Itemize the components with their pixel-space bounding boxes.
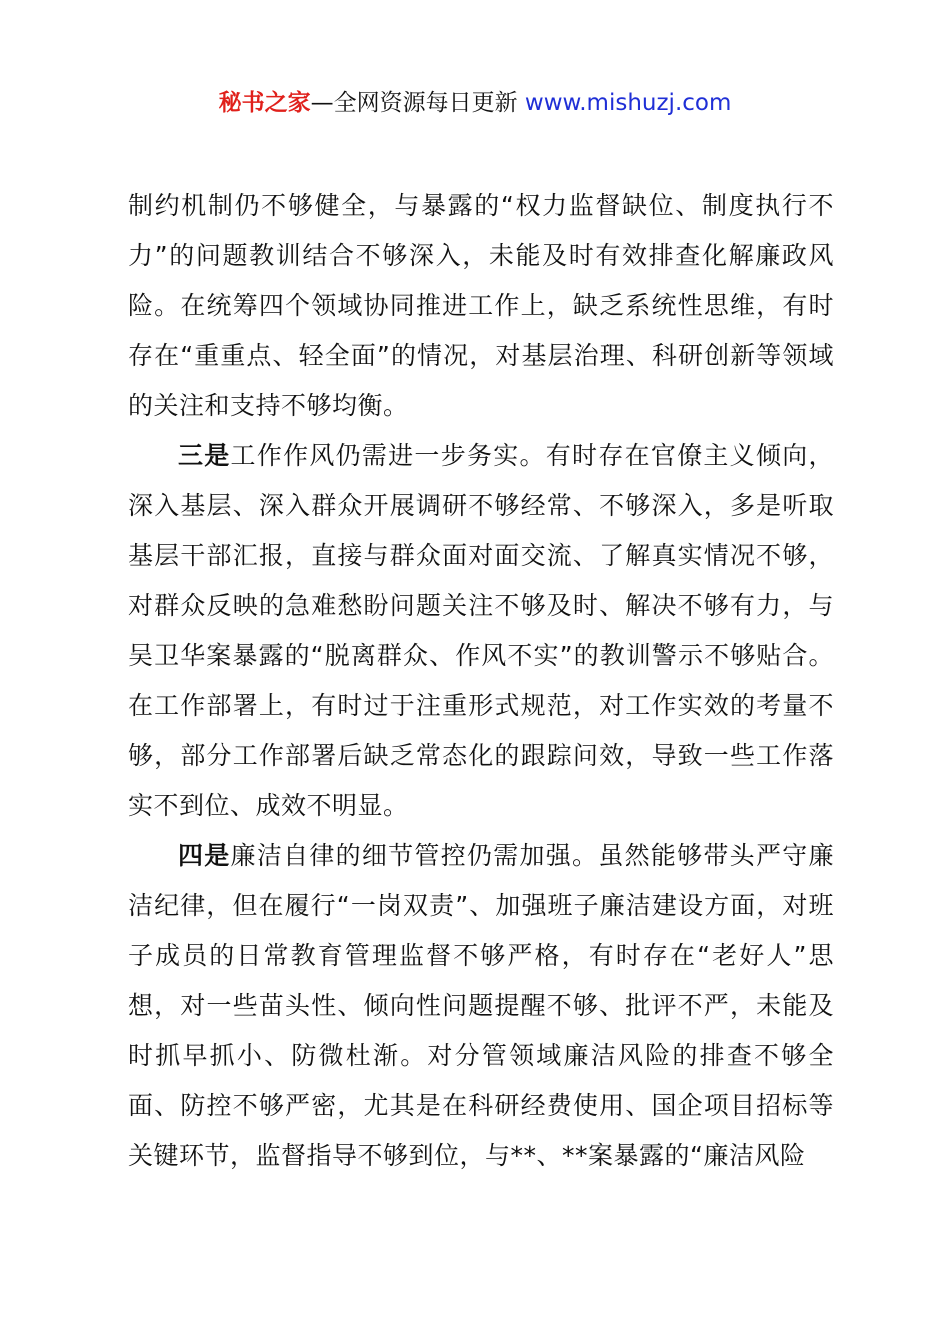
page-header [0, 86, 950, 120]
header-slogan: —全网资源每日更新 [310, 90, 518, 116]
paragraph-lead: 四是 [178, 841, 231, 870]
paragraph-text: 廉洁自律的细节管控仍需加强。虽然能够带头严守廉洁纪律，但在履行“一岗双责”、加强班子廉洁建设方面，对班子成员的日常教育管理监督不够严格，有时存在“老好人”思想，对一些苗头性、倾向性问题提醒不够、批评不严，未能及时抓早抓小、防微杜渐。对分管领域廉洁风险的排查不够全面、防控不够严密，尤其是在科研经费使用、国企项目招标等关键环节，监督指导不够到位，与**、**案暴露的“廉洁风险 [128, 841, 834, 1170]
paragraph-point-three [128, 431, 834, 831]
paragraph-text: 工作作风仍需进一步务实。有时存在官僚主义倾向，深入基层、深入群众开展调研不够经常、不够深入，多是听取基层干部汇报，直接与群众面对面交流、了解真实情况不够，对群众反映的急难愁盼问题关注不够及时、解决不够有力，与吴卫华案暴露的“脱离群众、作风不实”的教训警示不够贴合。在工作部署上，有时过于注重形式规范，对工作实效的考量不够，部分工作部署后缺乏常态化的跟踪问效，导致一些工作落实不到位、成效不明显。 [128, 441, 834, 820]
paragraph-point-four [128, 831, 834, 1181]
brand-name: 秘书之家 [218, 90, 311, 116]
paragraph-continuation [128, 181, 834, 431]
document-body [128, 181, 834, 1181]
paragraph-lead: 三是 [178, 441, 231, 470]
paragraph-text: 制约机制仍不够健全，与暴露的“权力监督缺位、制度执行不力”的问题教训结合不够深入，未能及时有效排查化解廉政风险。在统筹四个领域协同推进工作上，缺乏系统性思维，有时存在“重重点、轻全面”的情况，对基层治理、科研创新等领域的关注和支持不够均衡。 [128, 191, 834, 420]
website-link[interactable]: www.mishuzj.com [524, 90, 732, 116]
